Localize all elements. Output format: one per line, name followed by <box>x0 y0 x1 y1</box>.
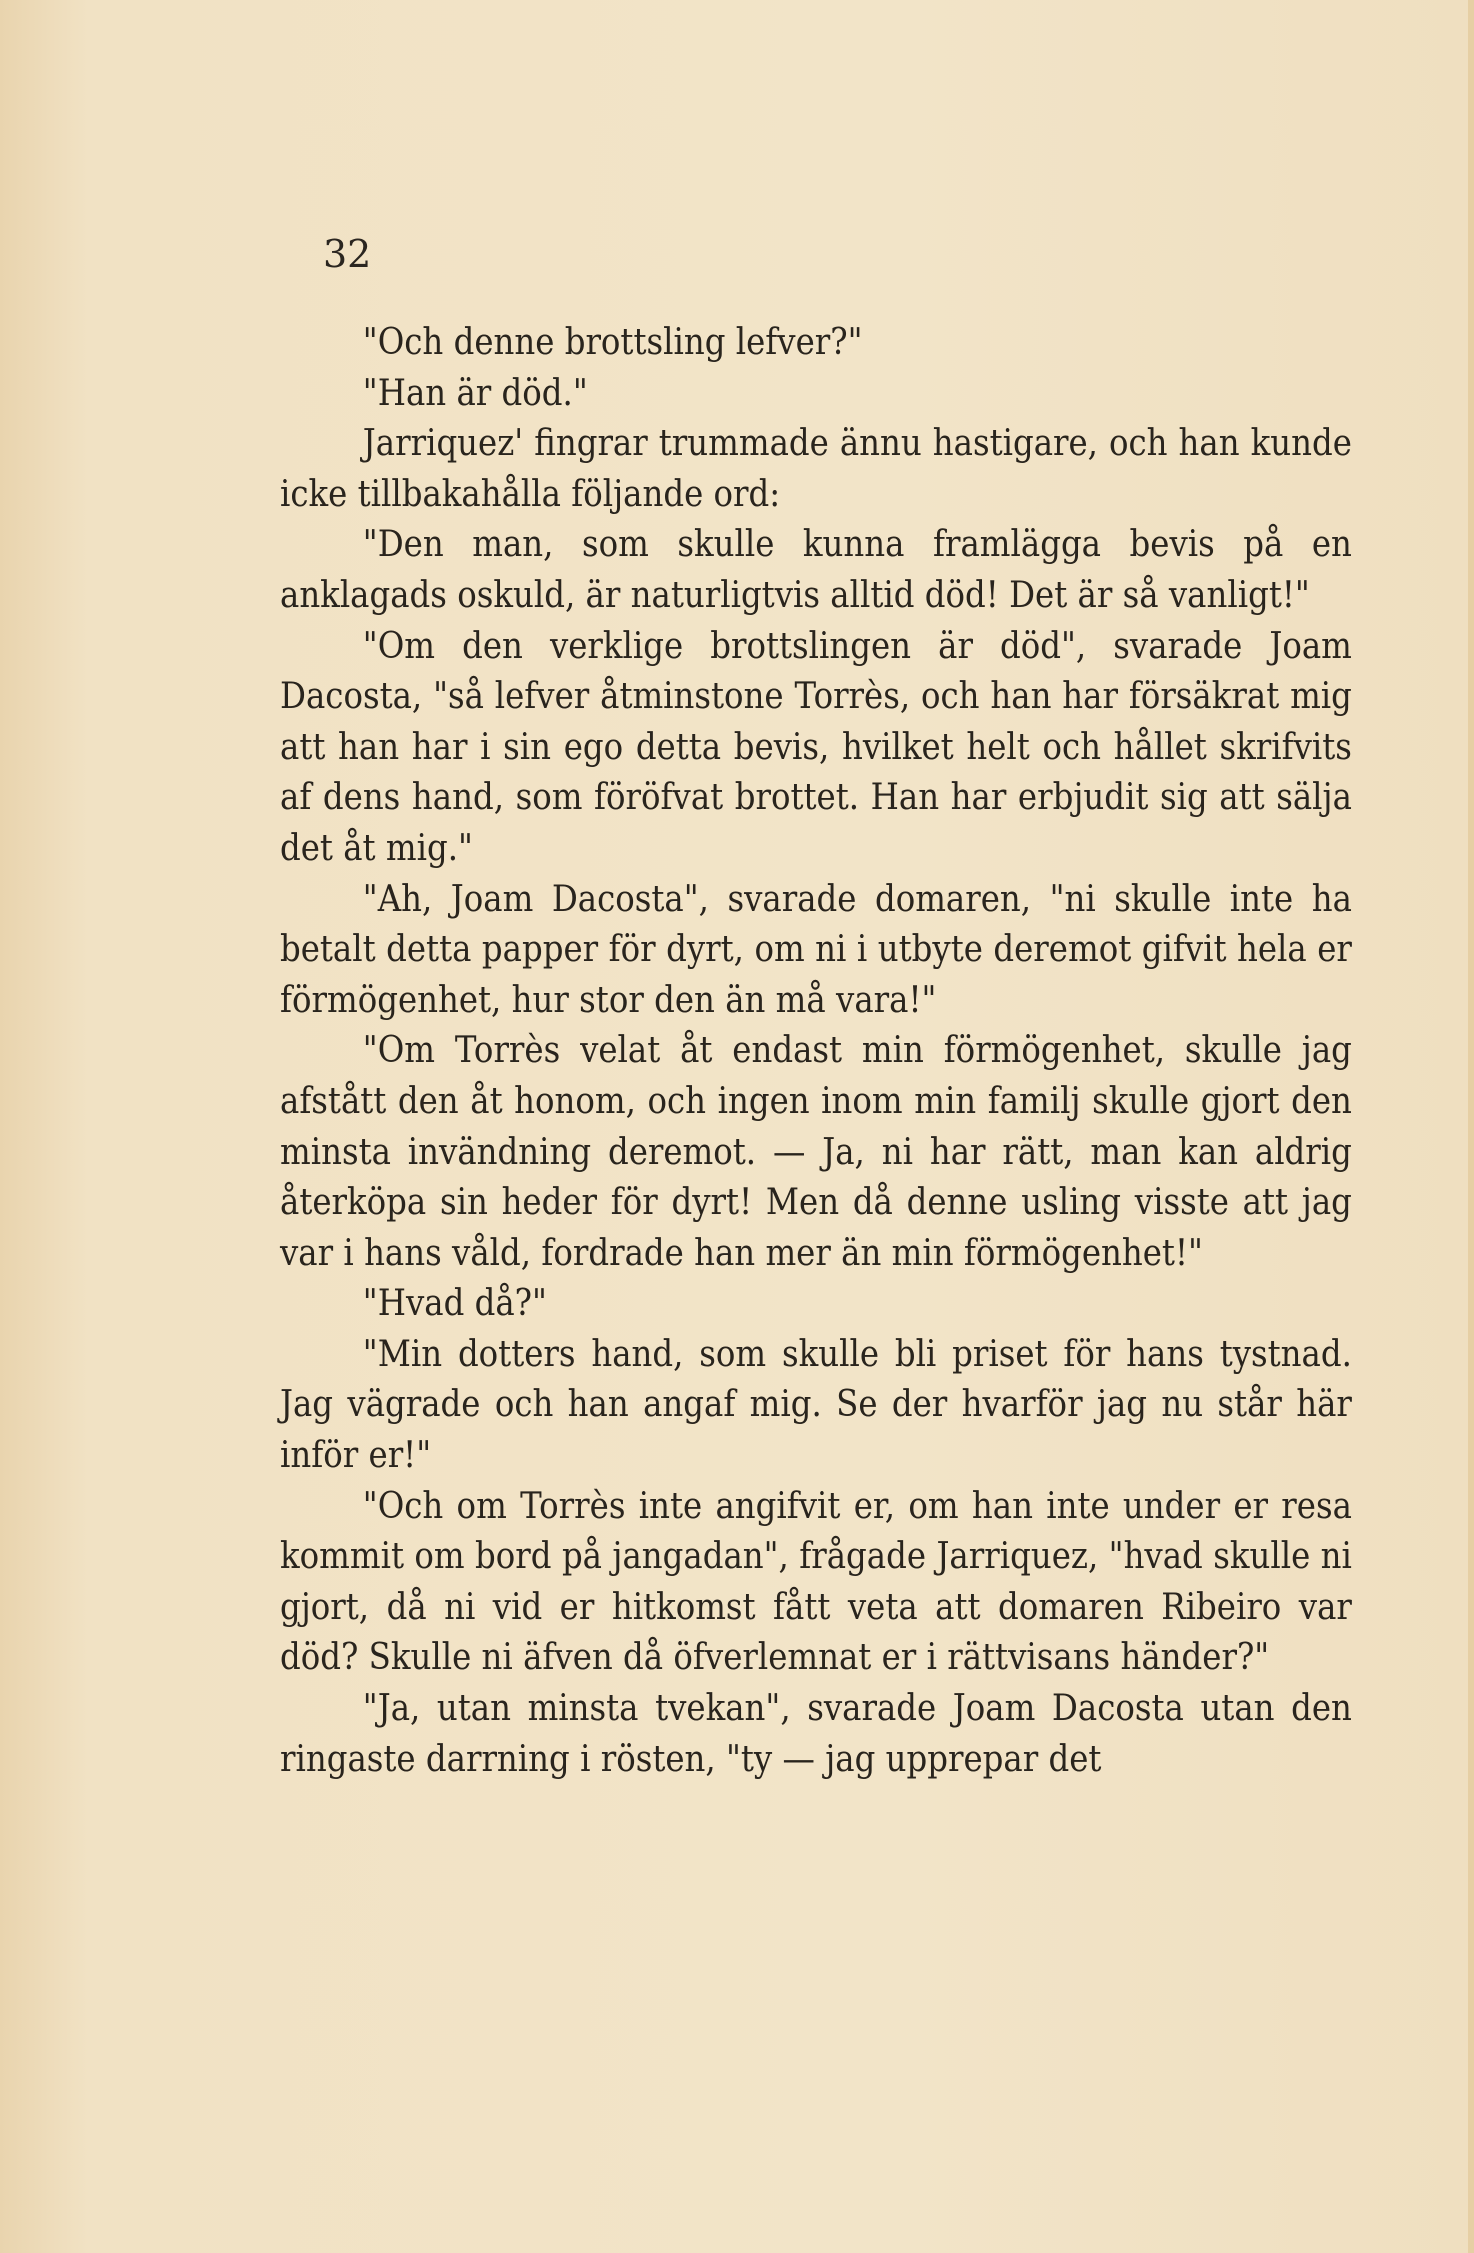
paragraph: "Han är död." <box>362 372 588 414</box>
paragraph: "Ah, Joam Dacosta", svarade domaren, "ni skulle inte ha betalt detta papper för dyrt, om ni i utbyte deremot gifvit hela er förmögenhet, hur stor den än må vara!" <box>280 878 1352 1021</box>
paragraph: "Och denne brottsling lefver?" <box>362 322 863 363</box>
paragraph: "Och om Torrès inte angifvit er, om han inte under er resa kommit om bord på jangadan", frågade Jarriquez, "hvad skulle ni gjort, då ni vid er hitkomst fått veta att domaren Ribeiro var död? Skulle ni äfven då öfverlemnat er i rättvisans händer?" <box>280 1485 1352 1679</box>
paragraph: Jarriquez' fingrar trummade ännu hastigare, och han kunde icke tillbakahålla följande ord: <box>280 423 1352 515</box>
body-text <box>280 318 1352 1785</box>
paragraph: "Om den verklige brottslingen är död", svarade Joam Dacosta, "så lefver åtminstone Torrès, och han har försäkrat mig att han har i sin ego detta bevis, hvilket helt och hållet skrifvits af dens hand, som föröfvat brottet. Han har erbjudit sig att sälja det åt mig." <box>280 625 1352 869</box>
paragraph: "Ja, utan minsta tvekan", svarade Joam Dacosta utan den ringaste darrning i rösten, "ty — jag upprepar det <box>280 1688 1352 1780</box>
page-number: 32 <box>323 232 372 276</box>
page-edge <box>1468 0 1474 2253</box>
paragraph: "Om Torrès velat åt endast min förmögenhet, skulle jag afstått den åt honom, och ingen inom min familj skulle gjort den minsta invändning deremot. — Ja, ni har rätt, man kan aldrig återköpa sin heder för dyrt! Men då denne usling visste att jag var i hans våld, fordrade han mer än min förmögenhet!" <box>280 1030 1352 1274</box>
paragraph: "Min dotters hand, som skulle bli priset för hans tystnad. Jag vägrade och han angaf mig. Se der hvarför jag nu står här inför er!" <box>280 1333 1352 1477</box>
paragraph: "Hvad då?" <box>362 1283 547 1325</box>
paragraph: "Den man, som skulle kunna framlägga bevis på en anklagads oskuld, är naturligtvis alltid död! Det är så vanligt!" <box>280 524 1352 616</box>
